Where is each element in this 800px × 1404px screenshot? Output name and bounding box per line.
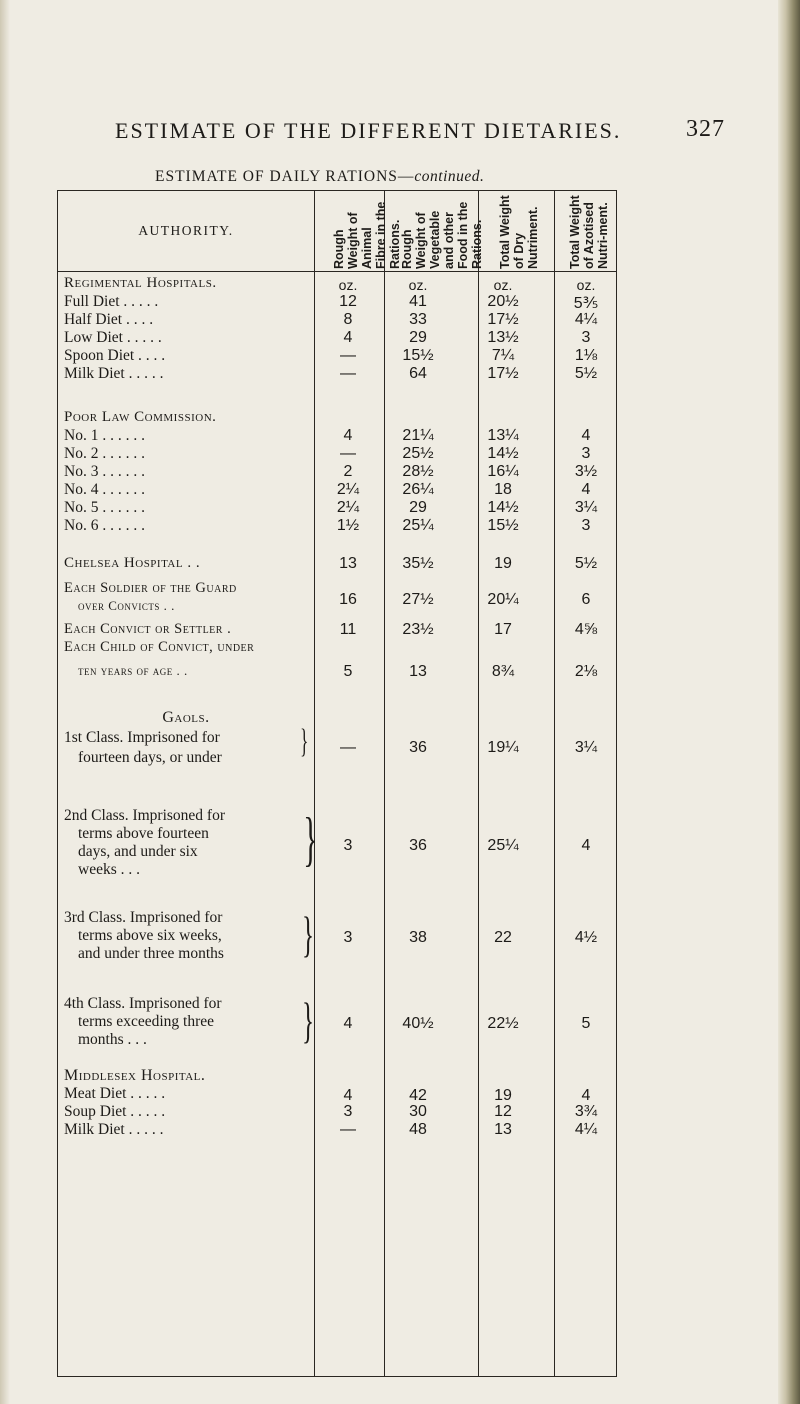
header-vegetable-food: Rough Weight of Vegetable and other Food in the Rations.	[400, 201, 484, 269]
row-label: Each Soldier of the Guard	[64, 580, 237, 596]
cell-value: 3¾	[574, 1103, 598, 1120]
cell-value: 1½	[336, 517, 360, 534]
cell-value: 14½	[487, 499, 519, 516]
cell-value: 4¼	[574, 1121, 598, 1138]
row-label: Spoon Diet . . . .	[64, 347, 166, 364]
cell-value: 4	[343, 1087, 353, 1104]
brace: }	[302, 906, 314, 962]
cell-value: 64	[409, 365, 427, 382]
row-label: No. 6 . . . . . .	[64, 517, 145, 534]
cell-value: 4	[343, 427, 353, 444]
cell-value: 6	[581, 591, 591, 608]
row-label: No. 4 . . . . . .	[64, 481, 145, 498]
cell-value: 14½	[487, 445, 519, 462]
cell-value: 13	[494, 1121, 512, 1138]
header-authority: AUTHORITY.	[138, 223, 234, 238]
cell-value: 19¼	[487, 739, 519, 756]
unit-label: oz.	[408, 277, 428, 293]
header-animal-fibre: Rough Weight of Animal Fibre in the Rations.	[332, 201, 402, 269]
cell-value: 16¼	[487, 463, 519, 480]
cell-value: 42	[409, 1087, 427, 1104]
cell-value: 33	[409, 311, 427, 328]
cell-value: 13½	[487, 329, 519, 346]
table-title-text: ESTIMATE OF DAILY RATIONS—	[155, 168, 415, 185]
cell-value: 1⅛	[574, 347, 598, 364]
brace: }	[303, 806, 318, 872]
row-label-cont: terms above six weeks,	[78, 927, 222, 944]
running-head	[115, 116, 725, 144]
cell-value: 3	[581, 517, 591, 534]
cell-value: 18	[494, 481, 512, 498]
cell-value: 29	[409, 329, 427, 346]
row-label: Each Convict or Settler .	[64, 621, 232, 637]
unit-label: oz.	[338, 277, 358, 293]
cell-value: 13¼	[487, 427, 519, 444]
cell-value: 36	[409, 739, 427, 756]
cell-value: 3	[343, 837, 353, 854]
cell-value: 13	[339, 555, 357, 572]
cell-value: 13	[409, 663, 427, 680]
cell-value: 25¼	[402, 517, 434, 534]
table-title-continued: continued.	[414, 168, 485, 185]
cell-value: 3	[581, 445, 591, 462]
cell-value: 5⅗	[573, 295, 599, 312]
row-label: Low Diet . . . . .	[64, 329, 162, 346]
cell-value: 5½	[574, 555, 598, 572]
row-label: No. 3 . . . . . .	[64, 463, 145, 480]
row-label-cont: terms exceeding three	[78, 1013, 214, 1030]
header-rule	[58, 271, 616, 272]
brace: }	[302, 992, 314, 1048]
section-title-middlesex: Middlesex Hospital.	[64, 1067, 206, 1084]
section-title-gaols: Gaols.	[162, 709, 210, 726]
row-label: No. 5 . . . . . .	[64, 499, 145, 516]
running-head-title: ESTIMATE OF THE DIFFERENT DIETARIES.	[115, 118, 622, 143]
row-label: Milk Diet . . . . .	[64, 1121, 164, 1138]
row-label-cont: terms above fourteen	[78, 825, 209, 842]
cell-value: —	[340, 739, 356, 756]
row-label: Milk Diet . . . . .	[64, 365, 164, 382]
row-label: 2nd Class. Imprisoned for	[64, 807, 226, 824]
cell-value: 15½	[487, 517, 519, 534]
cell-value: 48	[409, 1121, 427, 1138]
cell-value: —	[340, 347, 356, 364]
cell-value: 2	[343, 463, 353, 480]
cell-value: 5	[581, 1015, 591, 1032]
cell-value: 36	[409, 837, 427, 854]
page-edge-right	[778, 0, 800, 1404]
cell-value: 25½	[402, 445, 434, 462]
cell-value: 25¼	[487, 837, 519, 854]
cell-value: 8¾	[491, 663, 515, 680]
cell-value: 29	[409, 499, 427, 516]
row-label: Chelsea Hospital . .	[64, 555, 201, 571]
cell-value: 21¼	[402, 427, 434, 444]
cell-value: 5½	[574, 365, 598, 382]
cell-value: 35½	[402, 555, 434, 572]
cell-value: 11	[339, 621, 357, 638]
cell-value: 3	[343, 1103, 353, 1120]
cell-value: 2⅛	[574, 663, 598, 680]
cell-value: 7¼	[491, 347, 515, 364]
cell-value: 22	[494, 929, 512, 946]
cell-value: 2¼	[336, 499, 360, 516]
header-dry-nutriment: Total Weight of Dry Nutriment.	[498, 195, 540, 269]
row-label-cont: over Convicts . .	[78, 598, 175, 613]
row-label: 3rd Class. Imprisoned for	[64, 909, 223, 926]
unit-label: oz.	[576, 277, 596, 293]
row-label-cont: and under three months	[78, 945, 224, 962]
page-edge-left	[0, 0, 10, 1404]
cell-value: 23½	[402, 621, 434, 638]
cell-value: 12	[339, 293, 357, 310]
header-azotised-nutriment: Total Weight of Azotised Nutri-ment.	[568, 195, 610, 269]
cell-value: 15½	[402, 347, 434, 364]
cell-value: 19	[494, 555, 512, 572]
cell-value: 40½	[402, 1015, 434, 1032]
cell-value: 3¼	[574, 499, 598, 516]
row-label: 4th Class. Imprisoned for	[64, 995, 222, 1012]
row-label-cont: weeks . . .	[78, 861, 140, 878]
cell-value: —	[340, 365, 356, 382]
page-number: 327	[686, 116, 725, 142]
row-label: Half Diet . . . .	[64, 311, 154, 328]
cell-value: 17	[494, 621, 512, 638]
row-label: 1st Class. Imprisoned for	[64, 729, 220, 746]
cell-value: 27½	[402, 591, 434, 608]
unit-label: oz.	[493, 277, 513, 293]
cell-value: 20½	[487, 293, 519, 310]
row-label: Each Child of Convict, under	[64, 639, 255, 655]
cell-value: 3¼	[574, 739, 598, 756]
rations-table	[57, 190, 617, 1377]
cell-value: 41	[409, 293, 427, 310]
cell-value: 4¼	[574, 311, 598, 328]
section-title-poor-law: Poor Law Commission.	[64, 409, 217, 425]
cell-value: 22½	[487, 1015, 519, 1032]
cell-value: 19	[494, 1087, 512, 1104]
cell-value: 4	[581, 1087, 591, 1104]
cell-value: —	[340, 1121, 356, 1138]
cell-value: 8	[343, 311, 353, 328]
cell-value: 3½	[574, 463, 598, 480]
row-label: Full Diet . . . . .	[64, 293, 159, 310]
cell-value: 17½	[487, 365, 519, 382]
table-title	[155, 168, 484, 186]
cell-value: 3	[581, 329, 591, 346]
cell-value: 2¼	[336, 481, 360, 498]
cell-value: 26¼	[402, 481, 434, 498]
section-title-regimental: Regimental Hospitals.	[64, 275, 217, 291]
cell-value: 12	[494, 1103, 512, 1120]
row-label: No. 2 . . . . . .	[64, 445, 145, 462]
cell-value: 4⅝	[574, 621, 598, 638]
cell-value: —	[340, 445, 356, 462]
cell-value: 5	[343, 663, 353, 680]
row-label: Meat Diet . . . . .	[64, 1085, 166, 1102]
cell-value: 4	[343, 1015, 353, 1032]
row-label-cont: fourteen days, or under	[78, 749, 222, 766]
cell-value: 20¼	[487, 591, 519, 608]
cell-value: 4	[343, 329, 353, 346]
cell-value: 4	[581, 427, 591, 444]
brace: }	[300, 723, 309, 760]
cell-value: 38	[409, 929, 427, 946]
row-label-cont: days, and under six	[78, 843, 198, 860]
cell-value: 4	[581, 837, 591, 854]
cell-value: 4½	[574, 929, 598, 946]
cell-value: 4	[581, 481, 591, 498]
cell-value: 17½	[487, 311, 519, 328]
row-label: Soup Diet . . . . .	[64, 1103, 166, 1120]
cell-value: 28½	[402, 463, 434, 480]
cell-value: 3	[343, 929, 353, 946]
cell-value: 16	[339, 591, 357, 608]
row-label-cont: ten years of age . .	[78, 663, 188, 678]
row-label-cont: months . . .	[78, 1031, 147, 1048]
row-label: No. 1 . . . . . .	[64, 427, 145, 444]
cell-value: 30	[409, 1103, 427, 1120]
